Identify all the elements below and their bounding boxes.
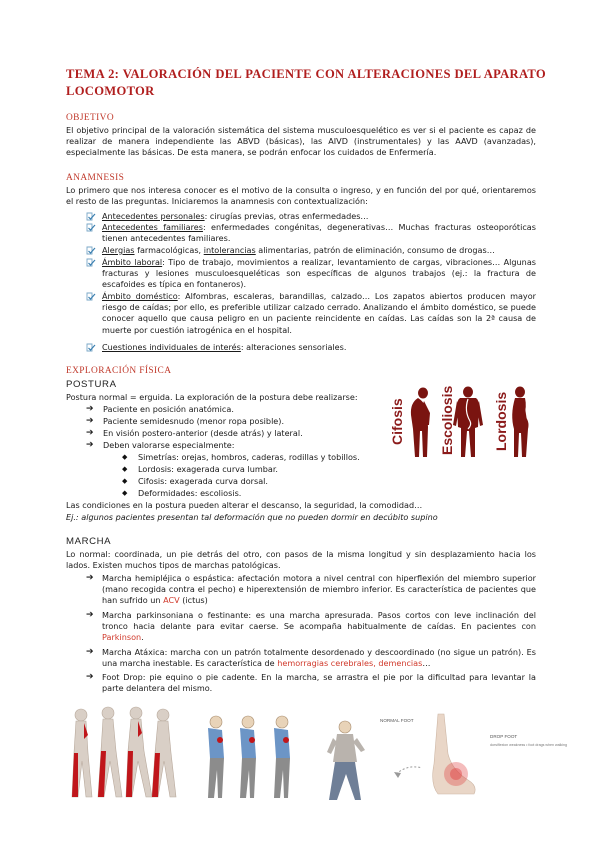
anamnesis-item: Antecedentes personales: cirugías previas, otras enfermedades… [102,211,369,221]
arrow-icon: ➔ [86,610,94,620]
drop-foot-label: DROP FOOT [490,734,518,739]
postura-subitem: Cifosis: exagerada curva dorsal. [138,476,268,486]
marcha-item: Marcha parkinsoniana o festinante: es una marcha apresurada. Pasos cortos con leve inclinación del tronco hacia delante para evitar caerse. Se acompaña habitualmente de caídas. En pacientes con Parkinson. [102,610,536,643]
postura-example: Ej.: algunos pacientes presentan tal deformación que no pueden dormir en decúbito supino [66,512,438,522]
arrow-icon: ➔ [86,428,94,438]
postura-subitem: Deformidades: escoliosis. [138,488,242,498]
arrow-icon: ➔ [86,440,94,450]
posture-figure [380,385,540,460]
postura-closing: Las condiciones en la postura pueden alterar el descanso, la seguridad, la comodidad… [66,500,423,510]
anamnesis-item: Ámbito laboral: Tipo de trabajo, movimientos a realizar, levantamiento de cargas, vibraciones… Algunas fracturas y lesiones musculoesqueléticas son específicas de algunos trabajos (ej.: la fractura de escafoides es típica en fontaneros). [102,257,536,290]
marcha-heading: MARCHA [66,536,112,547]
diamond-bullet-icon: ◆ [122,453,128,461]
checkbox-bullet-icon [86,292,96,302]
postura-item: Paciente en posición anatómica. [103,404,234,414]
escoliosis-figure-head [463,387,473,398]
checkbox-bullet-icon [86,246,96,256]
arrow-icon: ➔ [86,672,94,682]
anamnesis-item: Antecedentes familiares: enfermedades congénitas, degenerativas… Muchas fracturas osteoporóticas tienen antecedentes familiares. [102,222,536,244]
postura-subitem: Lordosis: exagerada curva lumbar. [138,464,278,474]
foot-drop-figure [378,714,567,804]
normal-foot-label: NORMAL FOOT [380,718,414,723]
escoliosis-label: Escoliosis [439,385,455,455]
marcha-item: Marcha hemipléjica o espástica: afectación motora a nivel central con hiperflexión del miembro superior (mano recogida contra el pecho) e hiperextensión de miembro inferior. Es característica de pacientes que han sufrido un ACV (ictus) [102,573,536,606]
arrow-icon: ➔ [86,404,94,414]
marcha-item: Marcha Atáxica: marcha con un patrón totalmente desordenado y descoordinado (no sigue un patrón). Es una marcha inestable. Es característica de hemorragias cerebrales, demencias… [102,647,536,669]
arrow-icon: ➔ [86,416,94,426]
escoliosis-figure-body [457,398,479,457]
lordosis-figure-head [515,387,525,398]
arrow-icon: ➔ [86,573,94,583]
cifosis-figure-head [418,388,428,399]
checkbox-bullet-icon [86,258,96,268]
diamond-bullet-icon: ◆ [122,477,128,485]
drop-foot-caption: dorsiflexion weakness • foot drags when walking [490,743,567,747]
diamond-bullet-icon: ◆ [122,489,128,497]
marcha-item: Foot Drop: pie equino o pie cadente. En la marcha, se arrastra el pie por la dificultad para levantar la parte delantera del mismo. [102,672,536,694]
checkbox-bullet-icon [86,212,96,222]
postura-subitem: Simetrías: orejas, hombros, caderas, rodillas y tobillos. [138,452,360,462]
postura-item: En visión postero-anterior (desde atrás) y lateral. [103,428,303,438]
marcha-intro: Lo normal: coordinada, un pie detrás del otro, con pasos de la misma longitud y sin desplazamiento hacia los lados. Existen muchos tipos de marchas patológicas. [66,549,536,571]
exploracion-heading: EXPLORACIÓN FÍSICA [66,366,172,376]
checkbox-bullet-icon [86,343,96,353]
hemiplegic-gait-figure [66,705,178,805]
postura-heading: POSTURA [66,379,117,390]
checkbox-bullet-icon [86,223,96,233]
anamnesis-heading: ANAMNESIS [66,173,125,183]
page-title: TEMA 2: VALORACIÓN DEL PACIENTE CON ALTERACIONES DEL APARATO LOCOMOTOR [66,67,546,98]
lordosis-figure-body [512,398,528,457]
parkinsonian-gait-figure [196,710,306,802]
diamond-bullet-icon: ◆ [122,465,128,473]
anamnesis-item: Alergias farmacológicas, intolerancias alimentarias, patrón de eliminación, consumo de drogas… [102,245,495,255]
postura-item: Paciente semidesnudo (menor ropa posible). [103,416,285,426]
highlight-core [450,768,462,780]
lordosis-label: Lordosis [493,391,509,451]
arrow-icon: ➔ [86,647,94,657]
cifosis-label: Cifosis [389,398,405,445]
anamnesis-intro: Lo primero que nos interesa conocer es el motivo de la consulta o ingreso, y en función del por qué, orientaremos el resto de las preguntas. Iniciaremos la anamnesis con contextualización: [66,185,536,207]
anamnesis-item: Ámbito doméstico: Alfombras, escaleras, barandillas, calzado… Los zapatos abiertos producen mayor riesgo de caídas; por ello, es preferible utilizar calzado cerrado. Analizando el ámbito doméstico, se puede conocer aquello que causa peligro en un paciente reincidente en caídas. Las caídas son la 2ª causa de muerte por cuestión iatrogénica en el hospital. [102,291,536,335]
objetivo-text: El objetivo principal de la valoración sistemática del sistema musculoesquelético es ver si el paciente es capaz de realizar de manera independiente las ABVD (básicas), las AIVD (instrumentales) y las AAVD (avanzadas), especialmente las básicas. De esta manera, se podrán enfocar los cuidados de Enfermería. [66,125,536,158]
objetivo-heading: OBJETIVO [66,113,114,123]
ataxic-gait-figure [325,718,367,804]
anamnesis-item: Cuestiones individuales de interés: alteraciones sensoriales. [102,342,347,352]
postura-item: Deben valorarse especialmente: [103,440,235,450]
postura-intro: Postura normal = erguida. La exploración de la postura debe realizarse: [66,392,358,402]
